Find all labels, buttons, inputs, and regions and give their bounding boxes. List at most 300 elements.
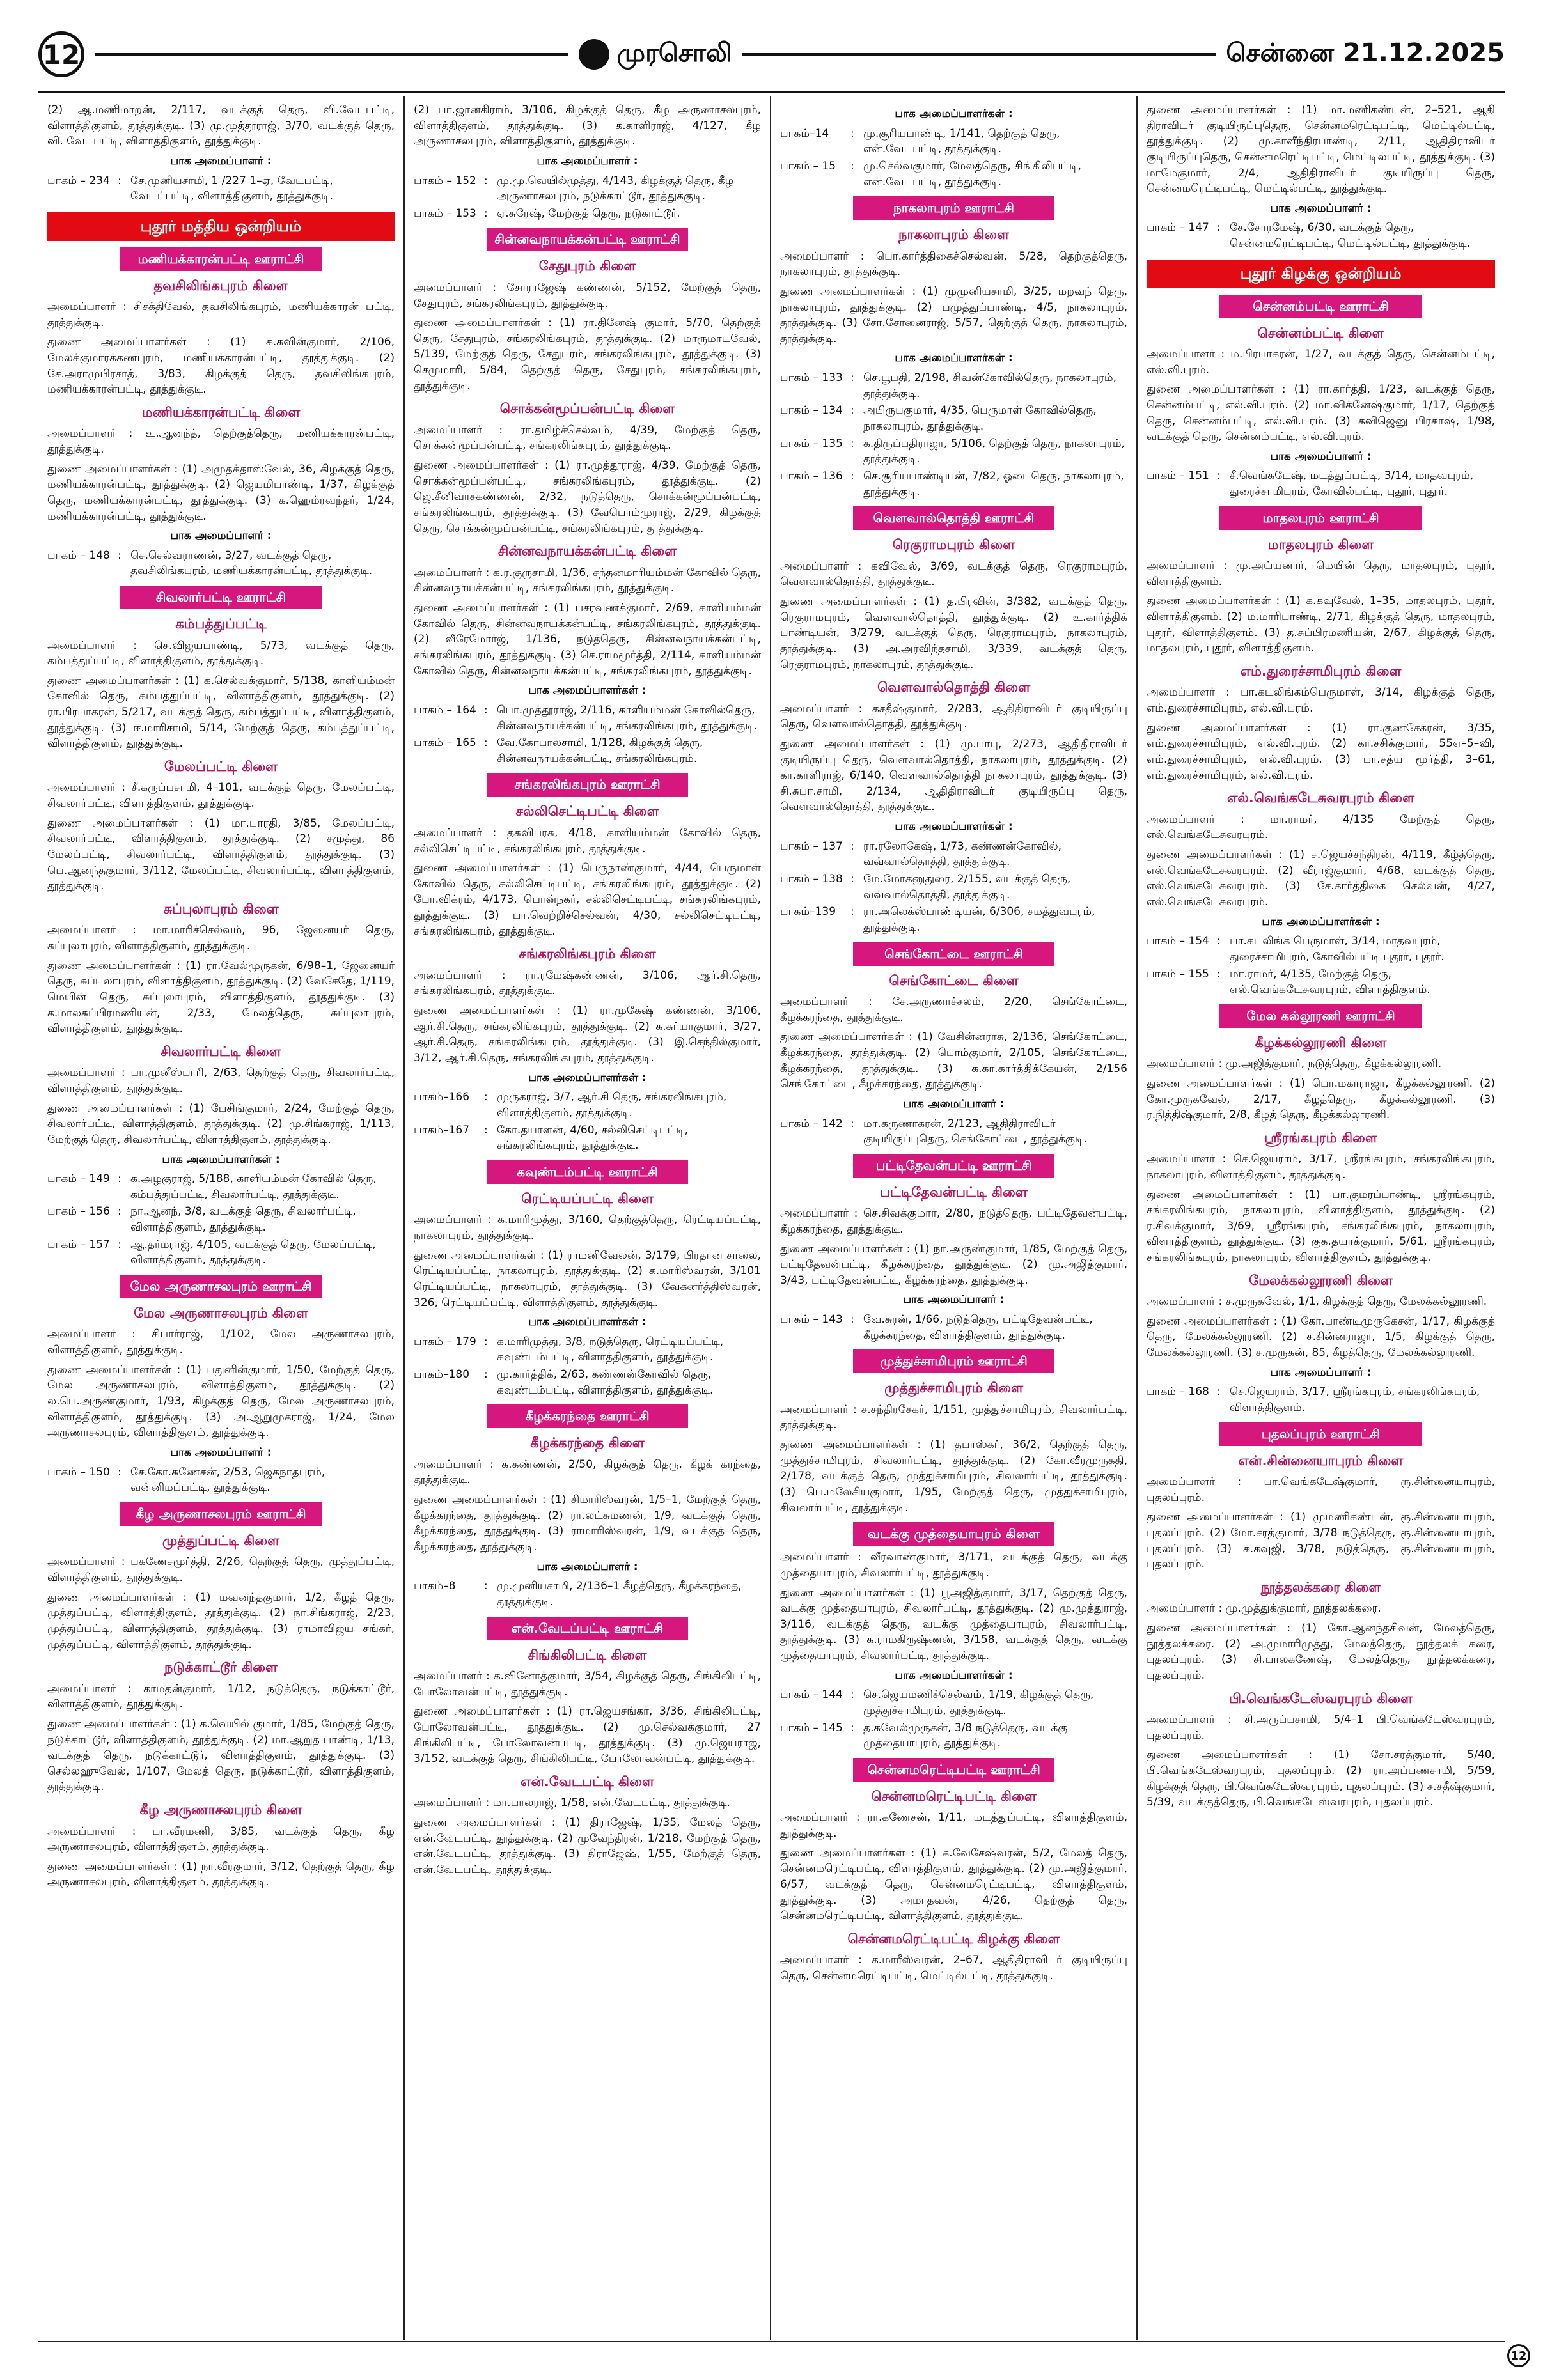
paragraph: துணை அமைப்பாளர்கள் : (1) அமுதக்தாஸ்வேல், 36, கிழக்குத் தெரு, மணியக்காரன்பட்டி, தூத்துக்குடி. (2) ஜெயமிபாண்டி, 1/37, கிழக்குத் தெரு, மணியக்காரன்பட்டி, தூத்துக்குடி. (3) க.ஹெம்ரவந்தர், 1/24, மணியக்காரன்பட்டி, தூத்துக்குடி.	[47, 462, 395, 523]
colon-separator: :	[484, 1335, 488, 1348]
booth-number: பாகம் – 151	[1147, 469, 1209, 483]
paragraph: துணை அமைப்பாளர்கள் : (1) பா.குமரப்பாண்டி, ஸ்ரீரங்கபுரம், சங்கரலிங்கபுரம், நாகலாபுரம், விளாத்திகுளம், தூத்துக்குடி. (2) ர.சிவக்குமார், 3/69, ஸ்ரீரங்கபுரம், சங்கரலிங்கபுரம், நாகலாபுரம், விளாத்திகுளம், தூத்துக்குடி. (3) குக.தயாக்குமார், 5/61, ஸ்ரீரங்கபுரம், சங்கரலிங்கபுரம், நாகலாபுரம், விளாத்திகுளம், தூத்துக்குடி.	[1147, 1188, 1495, 1264]
paragraph: துணை அமைப்பாளர்கள் : (1) கோ.ஆனந்தசிவன், மேலத்தெரு, நூத்தலக்கரை. (2) அ.முமாரிமுத்து, மேலத்தெரு, நூத்தலக் கரை, புதலப்புரம். (3) சி.பாலகணேஷ், மேலத்தெரு, நூத்தலக்கரை, புதலப்புரம்.	[1147, 1622, 1495, 1682]
branch-heading: கீழக்கல்லூரணி கிளை	[1255, 1034, 1387, 1050]
paragraph: அமைப்பாளர் : மா.ராமர், 4/135 மேற்குத் தெரு, எல்.வெங்கடேசுவரபுரம்.	[1147, 813, 1495, 842]
colon-separator: :	[484, 736, 488, 750]
paragraph: அமைப்பாளர் : மு.அஜித்குமார், நடுத்தெரு, கீழக்கல்லூரணி.	[1147, 1057, 1442, 1071]
branch-heading: செங்கோட்டை கிளை	[889, 972, 1019, 988]
booth-entry	[1147, 220, 1495, 251]
colon-separator: :	[850, 127, 854, 140]
paragraph: துணை அமைப்பாளர்கள் : (1) க.வெயில் குமார், 1/85, மேற்குத் தெரு, நடுக்காட்டூர், விளாத்திகுளம், தூத்துக்குடி. (2) மா.ஆறுத பாண்டி, 1/13, வடக்குத் தெரு, நடுக்காட்டூர், விளாத்திகுளம், தூத்துக்குடி. (3) செல்லஹுவேல், 1/107, மேலத் தெரு, நடுக்காட்டூர், விளாத்திகுளம், தூத்துக்குடி.	[47, 1717, 395, 1794]
subheading: பாக அமைப்பாளர் :	[170, 154, 272, 167]
colon-separator: :	[484, 174, 488, 187]
panchayat-heading: மாதலபுரம் ஊராட்சி	[1219, 506, 1422, 530]
paragraph: துணை அமைப்பாளர்கள் : (1) பெருநாண்குமார், 4/44, பெருமாள் கோவில் தெரு, சல்லிசெட்டிபட்டி, சங்கரலிங்கபுரம், தூத்துக்குடி. (2) போ.விக்ரம், 4/173, பொன்நகர், சல்லிசெட்டிபட்டி, சங்கரலிங்கபுரம், தூத்துக்குடி. (3) பா.வெற்றிச்செல்வன், 4/30, சல்லிசெட்டிபட்டி, சங்கரலிங்கபுரம், தூத்துக்குடி.	[414, 862, 761, 938]
footer-page-number: 12	[1507, 2344, 1530, 2367]
booth-organiser: மு.மு.வெயில்முத்து, 4/143, கிழக்குத் தெரு, கீழ அருணாசலபுரம், நடுக்காட்டூர், தூத்துக்குடி.	[497, 174, 734, 203]
paragraph: துணை அமைப்பாளர்கள் : (1) த.பிரவின், 3/382, வடக்குத் தெரு, ரெகுராமபுரம், வெளவால்தொத்தி, தூத்துக்குடி. (2) உ.கார்த்திக் பாண்டியன், 3/279, வடக்குத் தெரு, ரெகுராமபுரம், நாகலாபுரம், தூத்துக்குடி. (3) அ.அரவிந்தசாமி, 3/339, வடக்குத் தெரு, ரெகுராமபுரம், நாகலாபுரம், தூத்துக்குடி.	[780, 595, 1127, 671]
booth-organiser: அபிருபகுமார், 4/35, பெருமாள் கோவில்தெரு, நாகலாபுரம், தூத்துக்குடி.	[863, 404, 1097, 433]
paragraph: துணை அமைப்பாளர்கள் : (1) க.வேசேஷ்வரன், 5/2, மேலத் தெரு, சென்னமரெட்டிபட்டி, விளாத்திகுளம், தூத்துக்குடி. (2) மு.அஜித்குமார், 6/57, வடக்குத் தெரு, சென்னமரெட்டிபட்டி, விளாத்திகுளம், தூத்துக்குடி. (3) அமாதவன், 4/26, தெற்குத் தெரு, சென்னமரெட்டிபட்டி, விளாத்திகுளம், தூத்துக்குடி.	[780, 1846, 1127, 1923]
colon-separator: :	[850, 404, 854, 417]
subheading: பாக அமைப்பாளர் :	[903, 1097, 1005, 1110]
colon-separator: :	[1217, 967, 1221, 981]
booth-organiser: மு.செல்வகுமார், மேலத்தெரு, சிங்கிலிபட்டி, என்.வேடபட்டி, தூத்துக்குடி.	[863, 159, 1081, 189]
booth-number: பாகம்–14	[780, 127, 829, 140]
paragraph: அமைப்பாளர் : பொ.கார்த்திகைச்செல்வன், 5/28, தெற்குத்தெரு, நாகலாபுரம், தூத்துக்குடி.	[780, 249, 1127, 279]
colon-separator: :	[118, 1465, 121, 1479]
booth-number: பாகம் – 148	[47, 548, 110, 562]
branch-heading: கீழக்கரந்தை கிளை	[530, 1435, 645, 1451]
booth-entry	[780, 469, 1127, 500]
paragraph: துணை அமைப்பாளர்கள் : (1) முமணிகண்டன், ரூ.சின்னையாபுரம், புதலப்புரம். (2) மோ.சரத்குமார், 3/78 நடுத்தெரு, ரூ.சின்னையாபுரம், புதலப்புரம். (3) க.கவுஜி, 3/78, நடுத்தெரு, ரூ.சின்னையாபுரம், புதலப்புரம்.	[1147, 1511, 1495, 1571]
paragraph: அமைப்பாளர் : க.மாரிமுத்து, 3/160, தெற்குத்தெரு, ரெட்டியப்பட்டி, நாகலாபுரம், தூத்துக்குடி.	[414, 1213, 761, 1242]
booth-number: பாகம்–180	[414, 1368, 470, 1381]
booth-number: பாகம் – 144	[780, 1688, 843, 1702]
colon-separator: :	[484, 1580, 488, 1593]
branch-heading: சல்லிசெட்டிபட்டி கிளை	[515, 804, 659, 820]
booth-organiser: மு.சூரியபாண்டி, 1/141, தெற்குத் தெரு, என்.வேடபட்டி, தூத்துக்குடி.	[863, 127, 1060, 156]
paragraph: அமைப்பாளர் : ச.சந்திரசேகர், 1/151, முத்துச்சாமிபுரம், சிவலார்பட்டி, தூத்துக்குடி.	[780, 1403, 1127, 1432]
booth-entry	[780, 839, 1127, 870]
paragraph: துணை அமைப்பாளர்கள் : (1) ரா.தினேஷ் குமார், 5/70, தெற்குத் தெரு, சேதுபுரம், சங்கரலிங்கபுரம், தூத்துக்குடி. (2) மாருமாடவேல், 5/139, மேற்குத் தெரு, சேதுபுரம், சங்கரலிங்கபுரம், தூத்துக்குடி. (3) செமுமாரி, 5/84, தெற்குத் தெரு, சேதுபுரம், சங்கரலிங்கபுரம், தூத்துக்குடி.	[414, 316, 761, 393]
panchayat-heading: வடக்கு முத்தையாபுரம் கிளை	[853, 1522, 1054, 1546]
paragraph: துணை அமைப்பாளர்கள் : (1) மா.பாரதி, 3/85, மேலப்பட்டி, சிவலார்பட்டி, விளாத்திகுளம், தூத்துக்குடி. (2) சமுத்து, 86 மேலப்பட்டி, சிவலார்பட்டி, விளாத்திகுளம், தூத்துக்குடி. (3) பெ.ஆனந்தகுமார், 3/112, மேலப்பட்டி, சிவலார்பட்டி, விளாத்திகுளம், தூத்துக்குடி.	[47, 816, 395, 893]
panchayat-heading: சங்கரலிங்கபுரம் ஊராட்சி	[487, 773, 688, 797]
panchayat-heading: சிவலார்பட்டி ஊராட்சி	[120, 586, 322, 609]
booth-organiser: ரா.ரலோகேஷ், 1/73, கண்ணன்கோவில், வவ்வால்தொத்தி, தூத்துக்குடி.	[863, 839, 1061, 869]
colon-separator: :	[484, 703, 488, 717]
booth-number: பாகம் – 15	[780, 159, 836, 173]
panchayat-heading: சின்னவநாயக்கன்பட்டி ஊராட்சி	[487, 228, 688, 251]
paragraph: துணை அமைப்பாளர்கள் : (1) பசரவணக்குமார், 2/69, காளியம்மன் கோவில் தெரு, சின்னவநாயக்கன்பட்டி, சங்கரலிங்கபுரம், தூத்துக்குடி. (2) வீரேமோர்ஜ், 1/136, நடுத்தெரு, சின்னவநாயக்கன்பட்டி, சங்கரலிங்கபுரம், தூத்துக்குடி. (3) செ.ராமமூர்த்தி, 2/114, காளியம்மன் கோவில் தெரு, சின்னவநாயக்கன்பட்டி, சங்கரலிங்கபுரம், தூத்துக்குடி.	[414, 602, 761, 678]
paragraph: துணை அமைப்பாளர்கள் : (1) ச.ஜெயச்சந்திரன், 4/119, கீழ்த்தெரு, எல்.வெங்கடேசுவரபுரம். (2) வீராஜ்குமார், 4/68, வடக்குத் தெரு, எல்.வெங்கடேசுவரபுரம். (3) சே.கார்த்திகை செல்வன், 4/27, எல்.வெங்கடேசுவரபுரம்.	[1147, 848, 1495, 908]
column-2	[405, 96, 771, 2340]
column-3	[771, 96, 1138, 2340]
colon-separator: :	[850, 159, 854, 173]
panchayat-heading: புதலப்புரம் ஊராட்சி	[1219, 1422, 1422, 1446]
colon-separator: :	[850, 1117, 854, 1130]
booth-number: பாகம்–8	[414, 1580, 456, 1593]
booth-organiser: செ.ஜெயராம், 3/17, ஸ்ரீரங்கபுரம், சங்கரலிங்கபுரம், விளாத்திகுளம்.	[1230, 1385, 1480, 1415]
panchayat-heading: முத்துச்சாமிபுரம் ஊராட்சி	[853, 1349, 1054, 1373]
footer-divider	[38, 2341, 1505, 2342]
booth-number: பாகம் – 149	[47, 1172, 110, 1186]
subheading: பாக அமைப்பாளர்கள் :	[528, 1316, 646, 1329]
paragraph: துணை அமைப்பாளர்கள் : (1) ரா.குணசேகரன், 3/35, எம்.துரைச்சாமிபுரம், எல்.வி.புரம். (2) கா.சசிக்குமார், 55எ–5–வி, எம்.துரைச்சாமிபுரம், எல்.வி.புரம். (3) பா.சத்ய மூர்த்தி, 3–61, எம்.துரைச்சாமிபுரம், எல்.வி.புரம்.	[1147, 721, 1495, 782]
branch-heading: ரெகுராமபுரம் கிளை	[892, 537, 1015, 553]
booth-organiser: க.திருப்பதிராஜா, 5/106, தெற்குத் தெரு, நாகலாபுரம், தூத்துக்குடி.	[863, 437, 1125, 466]
subheading: பாக அமைப்பாளர் :	[537, 154, 638, 167]
booth-entry	[414, 735, 761, 766]
branch-heading: சென்னமரெட்டிபட்டி கிழக்கு கிளை	[847, 1931, 1060, 1947]
paragraph: துணை அமைப்பாளர்கள் : (1) க.சுவின்குமார், 2/106, மேலக்குமாரக்கணபுரம், மணியக்காரன்பட்டி, தூத்துக்குடி. (2) சே.அராமுபிரசாத், 3/83, கிழக்குத் தெரு, தவசிலிங்கபுரம், மணியக்காரன்பட்டி, தூத்துக்குடி.	[47, 336, 395, 396]
paragraph: அமைப்பாளர் : ரா.கணேசன், 1/11, மடத்துப்பட்டி, விளாத்திகுளம், தூத்துக்குடி.	[780, 1811, 1127, 1840]
booth-number: பாகம்–167	[414, 1123, 470, 1137]
booth-number: பாகம் – 168	[1147, 1385, 1209, 1399]
paragraph: அமைப்பாளர் : மா.பாலராஜ், 1/58, என்.வேடபட்டி, தூத்துக்குடி.	[414, 1796, 730, 1810]
colon-separator: :	[1217, 469, 1221, 483]
colon-separator: :	[1217, 221, 1221, 235]
paragraph: துணை அமைப்பாளர்கள் : (1) பேசிங்குமார், 2/24, மேற்குத் தெரு, சிவலார்பட்டி, விளாத்திகுளம், தூத்துக்குடி. (2) மு.சிங்கராஜ், 1/113, மேற்குத் தெரு, சிவலார்பட்டி, விளாத்திகுளம், தூத்துக்குடி.	[47, 1101, 395, 1146]
colon-separator: :	[484, 1123, 488, 1137]
panchayat-heading: என்.வேடப்பட்டி ஊராட்சி	[487, 1617, 688, 1640]
branch-heading: மேலக்கல்லூரணி கிளை	[1249, 1272, 1393, 1288]
panchayat-heading: பட்டிதேவன்பட்டி ஊராட்சி	[853, 1154, 1054, 1178]
booth-organiser: சே.சோரமேஷ், 6/30, வடக்குத் தெரு, சென்னமரெட்டிபட்டி, மெட்டில்பட்டி, தூத்துக்குடி.	[1230, 221, 1471, 251]
subheading: பாக அமைப்பாளர் :	[903, 1293, 1005, 1307]
branch-heading: நூத்தலக்கரை கிளை	[1260, 1579, 1381, 1595]
branch-heading: மேல அருணாசலபுரம் கிளை	[134, 1305, 308, 1321]
column-1	[38, 96, 405, 2340]
booth-entry	[780, 403, 1127, 434]
paragraph: துணை அமைப்பாளர்கள் : (1) ரா.முத்தூராஜ், 4/39, மேற்குத் தெரு, சொக்கன்மூப்பன்பட்டி, சங்கரலிங்கபுரம், தூத்துக்குடி. (2) ஜெ.சீனிவாசகண்ணன், 2/32, நடுத்தெரு, சொக்கன்மூப்பன்பட்டி, சங்கரலிங்கபுரம், தூத்துக்குடி. (3) வேபொம்முராஜ், 2/29, கிழக்குத் தெரு, சொக்கன்மூப்பன்பட்டி, சங்கரலிங்கபுரம், தூத்துக்குடி.	[414, 459, 761, 535]
paragraph: துணை அமைப்பாளர்கள் : (1) பொ.மகாராஜா, கீழக்கல்லூரணி. (2) கோ.முருகவேல், 2/17, கீழத்தெரு, கீழக்கல்லூரணி. (3) ர.நித்திஷ்குமார், 2/8, கீழத் தெரு, கீழக்கல்லூரணி.	[1147, 1077, 1495, 1122]
subheading: பாக அமைப்பாளர் :	[170, 1445, 272, 1459]
booth-entry	[414, 1123, 761, 1154]
booth-number: பாகம் – 154	[1147, 935, 1209, 948]
paragraph: அமைப்பாளர் : சிசக்திவேல், தவசிலிங்கபுரம், மணியக்காரன் பட்டி, தூத்துக்குடி.	[47, 300, 395, 329]
colon-separator: :	[1217, 1385, 1221, 1399]
booth-organiser: வே.சுரன், 1/66, நடுத்தெரு, பட்டிதேவன்பட்டி, கீழக்கரந்தை, விளாத்திகுளம், தூத்துக்குடி.	[863, 1313, 1093, 1342]
branch-heading: வெளவால்தொத்தி கிளை	[877, 680, 1031, 696]
booth-entry	[1147, 933, 1495, 965]
paragraph: அமைப்பாளர் : சிபார்ராஜ், 1/102, மேல அருணாசலபுரம், விளாத்திகுளம், தூத்துக்குடி.	[47, 1328, 395, 1357]
subheading: பாக அமைப்பாளர்கள் :	[895, 107, 1013, 120]
branch-heading: மேலப்பட்டி கிளை	[164, 759, 278, 775]
booth-entry	[780, 436, 1127, 467]
booth-number: பாகம் – 179	[414, 1335, 476, 1348]
paragraph: அமைப்பாளர் : செ.ஜெயராம், 3/17, ஸ்ரீரங்கபுரம், சங்கரலிங்கபுரம், நாகலாபுரம், விளாத்திகுளம், தூத்துக்குடி.	[1147, 1153, 1495, 1181]
branch-heading: சுப்புலாபுரம் கிளை	[163, 901, 279, 917]
booth-organiser: செ.சூரியபாண்டியன், 7/82, ஓடைதெரு, நாகலாபுரம், தூத்துக்குடி.	[863, 469, 1124, 499]
branch-heading: ரெட்டியப்பட்டி கிளை	[521, 1190, 654, 1206]
colon-separator: :	[118, 1238, 121, 1251]
colon-separator: :	[1217, 935, 1221, 948]
paragraph: துணை அமைப்பாளர்கள் : (1) மவனந்தகுமார், 1/2, கீழத் தெரு, முத்துப்பட்டி, விளாத்திகுளம், தூத்துக்குடி. (2) நா.சிங்கராஜ், 2/23, முத்துப்பட்டி, விளாத்திகுளம், தூத்துக்குடி. (3) ராமாவிஜய சங்கர், முத்துப்பட்டி, விளாத்திகுளம், தூத்துக்குடி.	[47, 1591, 395, 1651]
colon-separator: :	[118, 548, 121, 562]
paragraph: துணை அமைப்பாளர்கள் : (1) பதுனின்குமார், 1/50, மேற்குத் தெரு, மேல அருணாசலபுரம், விளாத்திகுளம், தூத்துக்குடி. (2) ல.பெ.அருண்குமார், 1/93, கிழக்குத் தெரு, மேல அருணாசலபுரம், விளாத்திகுளம், தூத்துக்குடி. (3) அ.ஆறுமுகராஜ், 1/24, மேல அருணாசலபுரம், விளாத்திகுளம், தூத்துக்குடி.	[47, 1363, 395, 1440]
panchayat-heading: நாகலாபுரம் ஊராட்சி	[853, 196, 1054, 220]
booth-entry	[47, 1171, 395, 1202]
paragraph: அமைப்பாளர் : பகணேசமூர்த்தி, 2/26, தெற்குத் தெரு, முத்துப்பட்டி, விளாத்திகுளம், தூத்துக்குடி.	[47, 1555, 395, 1584]
branch-heading: முத்துச்சாமிபுரம் கிளை	[884, 1380, 1023, 1396]
colon-separator: :	[118, 174, 121, 187]
booth-organiser: ரா.அலெக்ஸ்பாண்டியன், 6/306, சமத்துவபுரம், தூத்துக்குடி.	[863, 905, 1095, 934]
booth-entry	[47, 548, 395, 579]
paragraph: அமைப்பாளர் : க.கண்ணன், 2/50, கிழக்குத் தெரு, கீழக் கரந்தை, தூத்துக்குடி.	[414, 1458, 761, 1487]
branch-heading: என்.வேடபட்டி கிளை	[521, 1773, 654, 1789]
booth-organiser: மே.மோகனுதுரை, 2/155, வடக்குத் தெரு, வவ்வால்தொத்தி, தூத்துக்குடி.	[863, 873, 1071, 901]
booth-entry	[780, 1720, 1127, 1752]
colon-separator: :	[484, 1091, 488, 1104]
paragraph: துணை அமைப்பாளர்கள் : (1) க.கவுவேல், 1–35, மாதலபுரம், புதூர், விளாத்திகுளம். (2) ம.மாரிபாண்டி, 2/71, கிழக்குத் தெரு, மாதலபுரம், புதூர், விளாத்திகுளம். (3) த.சுப்பிரமணியன், 2/67, கிழக்குத் தெரு, மாதலபுரம், புதூர், விளாத்திகுளம்.	[1147, 595, 1495, 655]
paragraph: அமைப்பாளர் : ச.முருகவேல், 1/1, கிழக்குத் தெரு, மேலக்கல்லூரணி.	[1147, 1295, 1487, 1309]
page-number-badge: 12	[38, 31, 84, 77]
paragraph: அமைப்பாளர் : செ.சிவக்குமார், 2/80, நடுத்தெரு, பட்டிதேவன்பட்டி, கீழக்கரந்தை, தூத்துக்குடி.	[780, 1207, 1127, 1236]
paragraph: அமைப்பாளர் : க.வினோத்குமார், 3/54, கிழக்குத் தெரு, சிங்கிலிபட்டி, போலோவன்பட்டி, தூத்துக்குடி.	[414, 1669, 761, 1699]
booth-entry	[780, 159, 1127, 190]
booth-entry	[414, 1367, 761, 1398]
paragraph: துணை அமைப்பாளர்கள் : (1) திராஜேஷ், 1/35, மேலத் தெரு, என்.வேடபட்டி, தூத்துக்குடி. (2) முவேந்திரன், 1/218, மேற்குத் தெரு, என்.வேடபட்டி, தூத்துக்குடி. (3) திராஜேஷ், 1/55, மேற்குத் தெரு, என்.வேடபட்டி, தூத்துக்குடி.	[414, 1816, 761, 1876]
paragraph: அமைப்பாளர் : செ.விஜயபாண்டி, 5/73, வடக்குத் தெரு, கம்பத்துப்பட்டி, விளாத்திகுளம், தூத்துக்குடி.	[47, 639, 395, 668]
panchayat-heading: கீழ அருணாசலபுரம் ஊராட்சி	[120, 1502, 322, 1526]
booth-organiser: செ.பூபதி, 2/198, சிவன்கோவில்தெரு, நாகலாபுரம், தூத்துக்குடி.	[863, 371, 1116, 400]
booth-organiser: ஏ.சுரேஷ், மேற்குத் தெரு, நடுகாட்டூர்.	[497, 206, 680, 220]
booth-entry	[1147, 1384, 1495, 1415]
booth-number: பாகம் – 157	[47, 1238, 110, 1251]
branch-heading: பி.வெங்கடேஸ்வரபுரம் கிளை	[1228, 1690, 1413, 1706]
booth-organiser: பொ.முத்தூராஜ், 2/116, காளியம்மன் கோவில்தெரு, சின்னவநாயக்கன்பட்டி, சங்கரலிங்கபுரம், தூத்துக்குடி.	[497, 703, 758, 733]
masthead-rule-right	[742, 53, 1216, 56]
booth-number: பாகம் – 234	[47, 174, 110, 187]
booth-number: பாகம் – 133	[780, 371, 843, 385]
paragraph: அமைப்பாளர் : பா.கடலிங்கம்பெருமாள், 3/14, கிழக்குத் தெரு, எம்.துரைச்சாமிபுரம், எல்.வி.புரம்.	[1147, 686, 1495, 715]
paragraph: அமைப்பாளர் : வீரவாண்குமார், 3/171, வடக்குத் தெரு, வடக்கு முத்தையாபுரம், சிவலார்பட்டி, தூத்துக்குடி.	[780, 1551, 1127, 1580]
booth-number: பாகம் – 134	[780, 404, 843, 417]
brand	[579, 38, 732, 71]
subheading: பாக அமைப்பாளர்கள் :	[895, 820, 1013, 834]
paragraph: அமைப்பாளர் : கசதீஷ்குமார், 2/283, ஆதிதிராவிடர் குடியிருப்பு தெரு, வெளவால்தொத்தி, தூத்துக்குடி.	[780, 702, 1127, 731]
booth-number: பாகம் – 156	[47, 1205, 110, 1218]
paragraph: துணை அமைப்பாளர்கள் : (1) சோ.சரத்குமார், 5/40, பி.வெங்கடேஸ்வரபுரம், புதலப்புரம். (2) ரா.அப்பணசாமி, 5/59, கிழக்குத் தெரு, பி.வெங்கடேஸ்வரபுரம், புதலப்புரம். (3) ச.சதீஷ்குமார், 5/39, வடக்குத்தெரு, பி.வெங்கடேஸ்வரபுரம், புதலப்புரம்.	[1147, 1748, 1495, 1809]
paragraph: துணை அமைப்பாளர்கள் : (1) பூஅஜித்குமார், 3/17, தெற்குத் தெரு, வடக்கு முத்தையாபுரம், சிவலார்பட்டி, தூத்துக்குடி. (2) மு.முத்துராஜ், 3/116, வடக்குத் தெரு, வடக்கு முத்தையாபுரம், சிவலார்பட்டி, தூத்துக்குடி. (3) க.ராமகிருஷ்ணன், 3/158, வடக்குத் தெரு, வடக்கு முத்தையாபுரம், சிவலார்பட்டி, தூத்துக்குடி.	[780, 1586, 1127, 1663]
branch-heading: சொக்கன்மூப்பன்பட்டி கிளை	[499, 401, 675, 417]
booth-entry	[47, 1237, 395, 1268]
subheading: பாக அமைப்பாளர் :	[1270, 201, 1372, 215]
booth-entry	[780, 370, 1127, 401]
booth-number: பாகம்–139	[780, 905, 836, 919]
booth-number: பாகம் – 145	[780, 1721, 843, 1734]
booth-number: பாகம் – 142	[780, 1117, 843, 1130]
booth-organiser: மா.ராமர், 4/135, மேற்குத் தெரு, எல்.வெங்கடேசுவரபுரம், விளாத்திகுளம்.	[1230, 967, 1430, 997]
colon-separator: :	[118, 1172, 121, 1186]
paragraph: துணை அமைப்பாளர்கள் : (1) ராமனிவேலன், 3/179, பிரதான சாலை, ரெட்டியப்பட்டி, நாகலாபுரம், தூத்துக்குடி. (2) க.மாரிஸ்வரன், 3/101 ரெட்டியப்பட்டி, நாகலாபுரம், தூத்துக்குடி. (3) வேகனர்த்திஸ்வரன், 326, ரெட்டியப்பட்டி, விளாத்திகுளம், தூத்துக்குடி.	[414, 1248, 761, 1309]
booth-entry	[414, 1334, 761, 1365]
branch-heading: சென்னமரெட்டிபட்டி கிளை	[871, 1788, 1037, 1804]
booth-number: பாகம்–166	[414, 1091, 470, 1104]
colon-separator: :	[850, 1313, 854, 1326]
paragraph: துணை அமைப்பாளர்கள் : (1) வேசின்னராசு, 2/136, செங்கோட்டை, கீழக்கரந்தை, தூத்துக்குடி. (2) பொம்குமார், 2/105, செங்கோட்டை, கீழக்கரந்தை, தூத்துக்குடி. (3) க.கா.கார்த்திக்கேயன், 2/156 செங்கோட்டை, கீழக்கரந்தை, தூத்துக்குடி.	[780, 1031, 1127, 1091]
booth-entry	[47, 1465, 395, 1496]
booth-entry	[780, 1312, 1127, 1343]
booth-entry	[780, 1687, 1127, 1718]
union-heading: புதூர் மத்திய ஒன்றியம்	[47, 212, 395, 241]
dateline: சென்னை 21.12.2025	[1226, 38, 1505, 68]
colon-separator: :	[850, 839, 854, 853]
booth-number: பாகம் – 138	[780, 873, 843, 886]
paragraph: அமைப்பாளர் : சீ.கருப்பசாமி, 4–101, வடக்குத் தெரு, மேலப்பட்டி, சிவலார்பட்டி, விளாத்திகுளம், தூத்துக்குடி.	[47, 781, 395, 811]
subheading: பாக அமைப்பாளர் :	[1270, 1365, 1372, 1379]
paragraph: துணை அமைப்பாளர்கள் : (1) தபாஸ்கர், 36/2, தெற்குத் தெரு, முத்துச்சாமிபுரம், சிவலார்பட்டி, தூத்துக்குடி. (2) கோ.வீரமுருகதி, 2/178, வடக்குத் தெரு, முத்துச்சாமிபுரம், சிவலார்பட்டி, தூத்துக்குடி. (3) பெ.மலேசியகுமார், 1/95, மேற்குத் தெரு, முத்துச்சாமிபுரம், சிவலார்பட்டி, தூத்துக்குடி.	[780, 1438, 1127, 1514]
booth-number: பாகம் – 135	[780, 437, 843, 450]
brand-name: முரசொலி	[616, 38, 732, 68]
subheading: பாக அமைப்பாளர்கள் :	[528, 684, 646, 697]
booth-number: பாகம் – 155	[1147, 967, 1209, 981]
paragraph: துணை அமைப்பாளர்கள் : (1) ரா.வேல்முருகன், 6/98–1, ஜேனையர் தெரு, சுப்புலாபுரம், விளாத்திகுளம், தூத்துக்குடி. (2) வேசேதே, 1/119, மெயின் தெரு, சுப்புலாபுரம், விளாத்திகுளம், தூத்துக்குடி. (3) க.மாலசுப்பிரமணியன், 2/33, மேலத்தெரு, சுப்புலாபுரம், விளாத்திகுளம், தூத்துக்குடி.	[47, 959, 395, 1036]
booth-entry	[414, 1089, 761, 1121]
booth-organiser: ஆ.தர்மராஜ், 4/105, வடக்குத் தெரு, மேலப்பட்டி, விளாத்திகுளம், தூத்துக்குடி.	[130, 1238, 376, 1267]
paragraph: துணை அமைப்பாளர்கள் : (1) ரா.ஜெயசங்கர், 3/36, சிங்கிலிபட்டி, போலோவன்பட்டி, தூத்துக்குடி. (2) மு.செல்வக்குமார், 27 சிங்கிலிபட்டி, போலோவன்பட்டி, தூத்துக்குடி. (3) மு.ஜெயராஜ், 3/152, வடக்குத் தெரு, சிங்கிலிபட்டி, போலோவன்பட்டி, தூத்துக்குடி.	[414, 1705, 761, 1766]
subheading: பாக அமைப்பாளர்கள் :	[1262, 915, 1380, 928]
panchayat-heading: மணியக்காரன்பட்டி ஊராட்சி	[120, 247, 322, 271]
paragraph: துணை அமைப்பாளர்கள் : (1) கோ.பாண்டிமுருகேசன், 1/17, கிழக்குத் தெரு, மேலக்கல்லூரணி. (2) ச.சின்னராஜா, 1/5, கிழக்குத் தெரு, மேலக்கல்லூரணி. (3) ச.முருகன், 85, கீழத்தெரு, மேலக்கல்லூரணி.	[1147, 1314, 1495, 1360]
booth-organiser: செ.செல்வராணன், 3/27, வடக்குத் தெரு, தவசிலிங்கபுரம், மணியக்காரன்பட்டி, தூத்துக்குடி.	[130, 548, 373, 578]
booth-number: பாகம் – 164	[414, 703, 476, 717]
branch-heading: சங்கரலிங்கபுரம் கிளை	[519, 946, 656, 962]
paragraph: அமைப்பாளர் : ரா.தமிழ்ச்செல்வம், 4/39, மேற்குத் தெரு, சொக்கன்மூப்பன்பட்டி, சங்கரலிங்கபுரம், தூத்துக்குடி.	[414, 423, 761, 453]
paragraph: துணை அமைப்பாளர்கள் : (1) மு.பாபு, 2/273, ஆதிதிராவிடர் குடியிருப்பு தெரு, வெளவால்தொத்தி, நாகலாபுரம், தூத்துக்குடி. (2) கா.காளிராஜ், 6/140, வெளவால்தொத்தி நாகலாபுரம், தூத்துக்குடி. (3) சி.சுபா.சாமி, 2/134, ஆதிதிராவிடர் குடியிருப்பு தெரு, வெளவால்தொத்தி, தூத்துக்குடி.	[780, 737, 1127, 814]
subheading: பாக அமைப்பாளர் :	[1270, 449, 1372, 463]
branch-heading: சென்னம்பட்டி கிளை	[1257, 325, 1384, 341]
booth-organiser: சே.முனியசாமி, 1 /227 1–ஏ, வேடபட்டி, வேடப்பட்டி, விளாத்திகுளம், தூத்துக்குடி.	[130, 174, 333, 203]
booth-entry	[47, 1204, 395, 1235]
panchayat-heading: மேல கல்லூரணி ஊராட்சி	[1219, 1004, 1422, 1028]
booth-organiser: சே.கோ.சுணேசன், 2/53, ஜெகநாதபுரம், வன்னிமப்பட்டி, தூத்துக்குடி.	[130, 1465, 325, 1495]
subheading: பாக அமைப்பாளர்கள் :	[895, 1668, 1013, 1682]
paragraph: அமைப்பாளர் : சோராஜேஷ் கண்ணன், 5/152, மேற்குத் தெரு, சேதுபுரம், சங்கரலிங்கபுரம், தூத்துக்குடி.	[414, 281, 761, 310]
booth-organiser: கோ.தயாளன், 4/60, சல்லிசெட்டிபட்டி, சங்கரலிங்கபுரம், தூத்துக்குடி.	[497, 1123, 689, 1153]
branch-heading: கீழ அருணாசலபுரம் கிளை	[139, 1802, 302, 1818]
booth-organiser: க.அழகுராஜ், 5/188, காளியம்மன் கோவில் தெரு, கம்பத்துப்பட்டி, சிவலார்பட்டி, தூத்துக்குடி.	[130, 1172, 377, 1201]
booth-entry	[1147, 967, 1495, 998]
paragraph: அமைப்பாளர் : ரா.ரமேஷ்கண்ணன், 3/106, ஆர்.சி.தெரு, சங்கரலிங்கபுரம், தூத்துக்குடி.	[414, 968, 761, 998]
paragraph: அமைப்பாளர் : மு.முத்துக்குமார், நூத்தலக்கரை.	[1147, 1602, 1381, 1615]
booth-number: பாகம் – 147	[1147, 221, 1209, 235]
masthead-rule-left	[95, 53, 568, 56]
subheading: பாக அமைப்பாளர் :	[170, 529, 272, 543]
colon-separator: :	[118, 1205, 121, 1218]
subheading: பாக அமைப்பாளர்கள் :	[162, 1153, 280, 1166]
paragraph: அமைப்பாளர் : கவிவேல், 3/69, வடக்குத் தெரு, ரெகுராமபுரம், வெளவால்தொத்தி, தூத்துக்குடி.	[780, 559, 1127, 589]
paragraph: அமைப்பாளர் : பா.வீரமணி, 3/85, வடக்குத் தெரு, கீழ அருணாசலபுரம், விளாத்திகுளம், தூத்துக்குடி.	[47, 1824, 395, 1854]
article-columns	[38, 96, 1505, 2340]
paragraph: அமைப்பாளர் : ம.பிரபாகரன், 1/27, வடக்குத் தெரு, சென்னம்பட்டி, எல்.வி.புரம்.	[1147, 348, 1495, 377]
paragraph: அமைப்பாளர் : பா.வெங்கடேஷ்குமார், ரூ.சின்னையாபுரம், புதலப்புரம்.	[1147, 1475, 1495, 1504]
booth-organiser: மு.கார்த்திக், 2/63, கண்ணன்கோவில் தெரு, கவுண்டம்பட்டி, விளாத்திகுளம், தூத்துக்குடி.	[497, 1368, 714, 1397]
branch-heading: எம்.துரைச்சாமிபுரம் கிளை	[1240, 664, 1402, 680]
booth-organiser: மா.கருணாகரன், 2/123, ஆதிதிராவிடர் குடியிருப்புதெரு, செங்கோட்டை, தூத்துக்குடி.	[863, 1117, 1087, 1146]
booth-entry	[780, 871, 1127, 903]
paragraph: அமைப்பாளர் : சே.அருணாச்சலம், 2/20, செங்கோட்டை, கீழக்கரந்தை, தூத்துக்குடி.	[780, 995, 1127, 1024]
paragraph: துணை அமைப்பாளர்கள் : (1) முமுனியசாமி, 3/25, மறவந் தெரு, நாகலாபுரம், தூத்துக்குடி. (2) பமுத்துப்பாண்டி, 4/5, நாகலாபுரம், தூத்துக்குடி. (3) சோ.சோனைராஜ், 5/57, தெற்குத் தெரு, நாகலாபுரம், தூத்துக்குடி.	[780, 284, 1127, 345]
panchayat-heading: கவுண்டம்பட்டி ஊராட்சி	[487, 1160, 688, 1184]
branch-heading: மாதலபுரம் கிளை	[1267, 536, 1374, 552]
booth-number: பாகம் – 137	[780, 839, 843, 853]
sun-logo-icon	[579, 39, 609, 70]
branch-heading: சிங்கிலிபட்டி கிளை	[528, 1647, 647, 1663]
colon-separator: :	[850, 469, 854, 483]
paragraph: அமைப்பாளர் : சி.அருப்பசாமி, 5/4–1 பி.வெங்கடேஸ்வரபுரம், புதலப்புரம்.	[1147, 1713, 1495, 1742]
colon-separator: :	[850, 1688, 854, 1702]
paragraph: (2) பா.ஜானகிராம், 3/106, கிழக்குத் தெரு, கீழ அருணாசலபுரம், விளாத்திகுளம், தூத்துக்குடி. (3) க.காளிராஜ், 4/127, கீழ அருணாசலபுரம், விளாத்திகுளம், தூத்துக்குடி.	[414, 104, 761, 148]
booth-entry	[1147, 468, 1495, 499]
branch-heading: சேதுபுரம் கிளை	[538, 258, 636, 274]
paragraph: அமைப்பாளர் : க.மாரீஸ்வரன், 2–67, ஆதிதிராவிடர் குடியிருப்பு தெரு, சென்னமரெட்டிபட்டி, மெட்டில்பட்டி, தூத்துக்குடி.	[780, 1954, 1127, 1982]
branch-heading: நடுக்காட்டூர் கிளை	[164, 1660, 278, 1676]
colon-separator: :	[484, 206, 488, 220]
branch-heading: ஸ்ரீரங்கபுரம் கிளை	[1264, 1130, 1377, 1146]
booth-organiser: முருகராஜ், 3/7, ஆர்.சி தெரு, சங்கரலிங்கபுரம், விளாத்திகுளம், தூத்துக்குடி.	[497, 1091, 727, 1119]
branch-heading: நாகலாபுரம் கிளை	[898, 227, 1009, 243]
branch-heading: பட்டிதேவன்பட்டி கிளை	[880, 1184, 1028, 1200]
colon-separator: :	[484, 1368, 488, 1381]
branch-heading: முத்துப்பட்டி கிளை	[162, 1532, 280, 1548]
paragraph: துணை அமைப்பாளர்கள் : (1) க.செல்வக்குமார், 5/138, காளியம்மன் கோவில் தெரு, கம்பத்துப்பட்டி, விளாத்திகுளம், தூத்துக்குடி. (2) ரா.பிரபாகரன், 5/217, வடக்குத் தெரு, கம்பத்துப்பட்டி, விளாத்திகுளம், தூத்துக்குடி. (3) ஈ.மாரிசாமி, 5/14, மேற்குத் தெரு, கம்பத்துப்பட்டி, விளாத்திகுளம், தூத்துக்குடி.	[47, 674, 395, 751]
booth-organiser: பா.கடலிங்க பெருமாள், 3/14, மாதவபுரம், துரைச்சாமிபுரம், கோவில்பட்டி புதூர், புதூர்.	[1230, 935, 1445, 963]
subheading: பாக அமைப்பாளர் :	[537, 1560, 638, 1573]
paragraph: (2) ஆ.மணிமாறன், 2/117, வடக்குத் தெரு, வி.வேடபட்டி, விளாத்திகுளம், தூத்துக்குடி. (3) மு.முத்தூராஜ், 3/70, வடக்குத் தெரு, வி. வேடபட்டி, விளாத்திகுளம், தூத்துக்குடி.	[47, 104, 395, 148]
booth-entry	[780, 904, 1127, 935]
panchayat-heading: கீழக்கரந்தை ஊராட்சி	[487, 1404, 688, 1428]
booth-entry	[414, 703, 761, 734]
colon-separator: :	[850, 873, 854, 886]
booth-entry	[780, 126, 1127, 157]
union-heading: புதூர் கிழக்கு ஒன்றியம்	[1147, 260, 1495, 288]
paragraph: அமைப்பாளர் : பா.முனீஸ்பாரி, 2/63, தெற்குத் தெரு, சிவலார்பட்டி, விளாத்திகுளம், தூத்துக்குடி.	[47, 1066, 395, 1095]
branch-heading: சிவலார்பட்டி கிளை	[161, 1043, 281, 1059]
booth-organiser: வே.கோபாலசாமி, 1/128, கிழக்குத் தெரு, சின்னவநாயக்கன்பட்டி, சங்கரலிங்கபுரம்.	[497, 736, 703, 765]
header-divider	[38, 91, 1505, 93]
panchayat-heading: செங்கோட்டை ஊராட்சி	[853, 942, 1054, 966]
paragraph: துணை அமைப்பாளர்கள் : (1) ரா.கார்த்தி, 1/23, வடக்குத் தெரு, சென்னம்பட்டி, எல்.வி.புரம். (2) மா.விக்னேஷ்குமார், 1/17, தெற்குத் தெரு, சென்னம்பட்டி, எல்.வி.புரம். (3) கவிஜெனு பிரகாஷ், 1/98, வடக்குத் தெரு, சென்னம்பட்டி, எல்.வி.புரம்.	[1147, 383, 1495, 444]
paragraph: துணை அமைப்பாளர்கள் : (1) நா.அருண்குமார், 1/85, மேற்குத் தெரு, பட்டிதேவன்பட்டி, கீழக்கரந்தை, தூத்துக்குடி. (2) மு.அஜித்குமார், 3/43, பட்டிதேவன்பட்டி, கீழக்கரந்தை, தூத்துக்குடி.	[780, 1242, 1127, 1287]
booth-entry	[414, 1578, 761, 1610]
booth-number: பாகம் – 152	[414, 174, 476, 187]
paragraph: துணை அமைப்பாளர்கள் : (1) மா.மணிகண்டன், 2–521, ஆதி திராவிடர் குடியிருப்புதெரு, சென்னமரெட்டிபட்டி, மெட்டில்பட்டி, தூத்துக்குடி. (2) மு.காளீந்திரபாண்டி, 2/11, ஆதிதிராவிடர் குடியிருப்புதெரு, சென்னமரெட்டிபட்டி, மெட்டில்பட்டி, தூத்துக்குடி. (3) மாமேகுமார், 2/4, ஆதிதிராவிடர் குடியிருப்பு தெரு, சென்னமரெட்டிபட்டி, மெட்டில்பட்டி, தூத்துக்குடி.	[1147, 104, 1495, 196]
subheading: பாக அமைப்பாளர்கள் :	[528, 1071, 646, 1084]
panchayat-heading: சென்னம்பட்டி ஊராட்சி	[1219, 295, 1422, 318]
booth-organiser: செ.ஜெயமணிச்செல்வம், 1/19, கிழக்குத் தெரு, முத்துச்சாமிபுரம், தூத்துக்குடி.	[863, 1688, 1094, 1718]
panchayat-heading: வெளவால்தொத்தி ஊராட்சி	[853, 506, 1054, 530]
panchayat-heading: மேல அருணாசலபுரம் ஊராட்சி	[120, 1275, 322, 1298]
booth-number: பாகம் – 153	[414, 206, 476, 220]
colon-separator: :	[850, 1721, 854, 1734]
booth-entry	[414, 173, 761, 205]
branch-heading: கம்பத்துப்பட்டி	[175, 616, 267, 632]
paragraph: அமைப்பாளர் : தசுவிபரசு, 4/18, காளியம்மன் கோவில் தெரு, சல்லிசெட்டிபட்டி, சங்கரலிங்கபுரம், தூத்துக்குடி.	[414, 826, 761, 855]
booth-number: பாகம் – 165	[414, 736, 476, 750]
booth-organiser: க.மாரிமுத்து, 3/8, நடுத்தெரு, ரெட்டியப்பட்டி, கவுண்டம்பட்டி, விளாத்திகுளம், தூத்துக்குடி.	[497, 1335, 724, 1364]
paragraph: துணை அமைப்பாளர்கள் : (1) நா.வீரகுமார், 3/12, தெற்குத் தெரு, கீழ அருணாசலபுரம், விளாத்திகுளம், தூத்துக்குடி.	[47, 1860, 395, 1889]
booth-organiser: நா.ஆனந், 3/8, வடக்குத் தெரு, சிவலார்பட்டி, விளாத்திகுளம், தூத்துக்குடி.	[130, 1205, 356, 1234]
masthead	[38, 26, 1505, 83]
subheading: பாக அமைப்பாளர்கள் :	[895, 352, 1013, 365]
branch-heading: சின்னவநாயக்கன்பட்டி கிளை	[497, 543, 677, 559]
booth-organiser: மு.முனியசாமி, 2/136–1 கீழத்தெரு, கீழக்கரந்தை, தூத்துக்குடி.	[497, 1580, 742, 1608]
column-4	[1138, 96, 1504, 2340]
branch-heading: எல்.வெங்கடேசுவரபுரம் கிளை	[1226, 790, 1415, 806]
branch-heading: மணியக்காரன்பட்டி கிளை	[141, 404, 301, 420]
branch-heading: தவசிலிங்கபுரம் கிளை	[153, 277, 288, 293]
booth-number: பாகம் – 150	[47, 1465, 110, 1479]
paragraph: அமைப்பாளர் : க.ர.குருசாமி, 1/36, சந்தனமாரியம்மன் கோவில் தெரு, சின்னவநாயக்கன்பட்டி, சங்கரலிங்கபுரம், தூத்துக்குடி.	[414, 566, 761, 595]
panchayat-heading: சென்னமரெட்டிபட்டி ஊராட்சி	[853, 1758, 1054, 1782]
paragraph: துணை அமைப்பாளர்கள் : (1) ரா.முகேஷ் கண்ணன், 3/106, ஆர்.சி.தெரு, சங்கரலிங்கபுரம், தூத்துக்குடி. (2) க.சுர்யாகுமார், 3/27, ஆர்.சி.தெரு, சங்கரலிங்கபுரம், தூத்துக்குடி. (3) இ.செந்தில்குமார், 3/12, ஆர்.சி.தெரு, சங்கரலிங்கபுரம், தூத்துக்குடி.	[414, 1004, 761, 1065]
paragraph: அமைப்பாளர் : மா.மாரிச்செல்வம், 96, ஜேனையர் தெரு, சுப்புலாபுரம், விளாத்திகுளம், தூத்துக்குடி.	[47, 924, 395, 953]
colon-separator: :	[850, 371, 854, 385]
booth-organiser: சீ.வெங்கடேஷ், மடத்துப்பட்டி, 3/14, மாதவபுரம், துரைச்சாமிபுரம், கோவில்பட்டி, புதூர், புதூர்.	[1230, 469, 1474, 499]
colon-separator: :	[850, 437, 854, 450]
paragraph: துணை அமைப்பாளர்கள் : (1) சிமாரிஸ்வரன், 1/5–1, மேற்குத் தெரு, கீழக்கரந்தை, தூத்துக்குடி. (2) ரா.லட்சுமணன், 1/9, வடக்குத் தெரு, கீழக்கரந்தை, தூத்துக்குடி. (3) ராமாரிஸ்வரன், 1/9, வடக்குத் தெரு, கீழக்கரந்தை, தூத்துக்குடி.	[414, 1493, 761, 1553]
paragraph: அமைப்பாளர் : காமதன்குமார், 1/12, நடுத்தெரு, நடுக்காட்டூர், விளாத்திகுளம், தூத்துக்குடி.	[47, 1682, 395, 1711]
colon-separator: :	[850, 905, 854, 919]
booth-entry	[414, 206, 761, 222]
booth-entry	[47, 173, 395, 205]
booth-number: பாகம் – 143	[780, 1313, 843, 1326]
booth-organiser: த.சுவேல்முருகன், 3/8 நடுத்தெரு, வடக்கு முத்தையாபுரம், தூத்துக்குடி.	[863, 1721, 1068, 1750]
paragraph: அமைப்பாளர் : உ.ஆனந்த், தெற்குத்தெரு, மணியக்காரன்பட்டி, தூத்துக்குடி.	[47, 427, 395, 456]
